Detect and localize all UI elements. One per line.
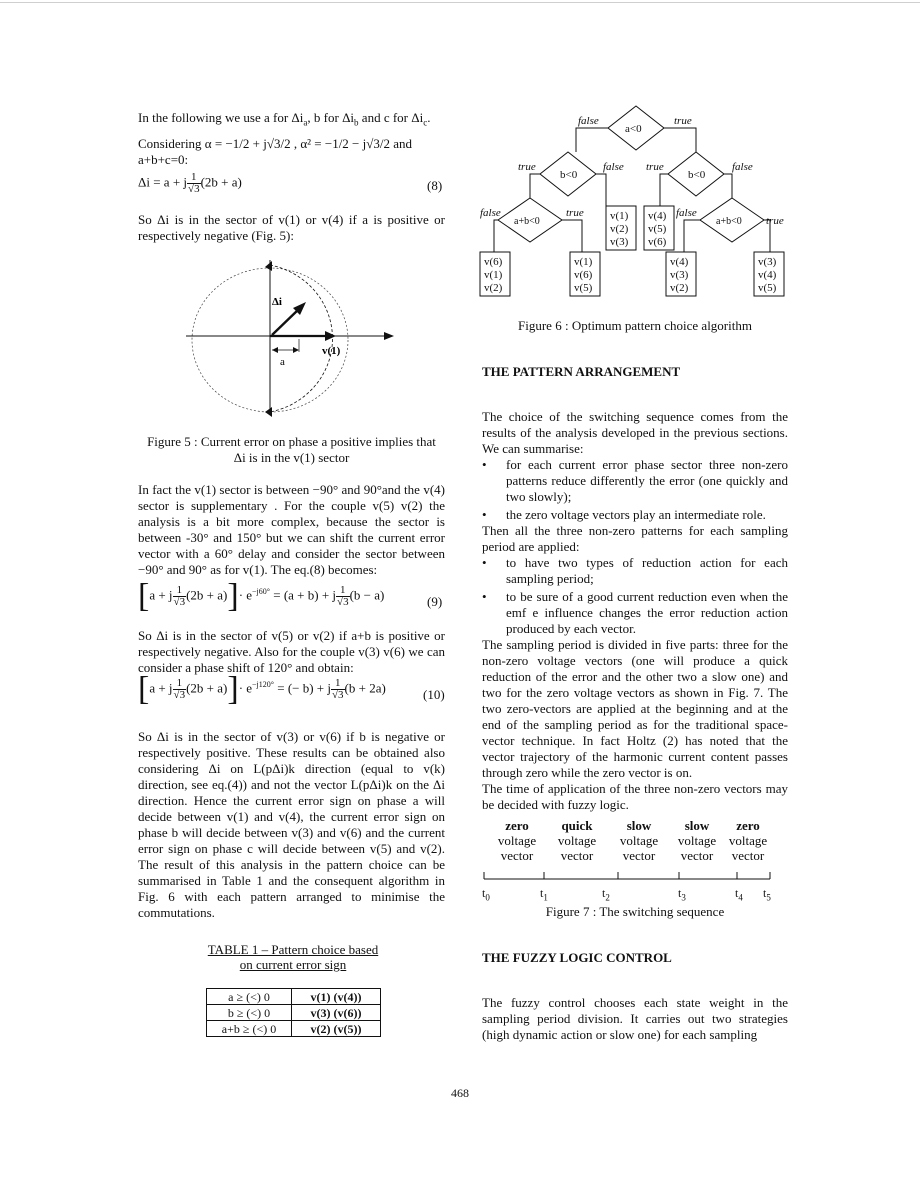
flow-box-c-1: v(1): [610, 210, 629, 222]
tick-t4: $t_4$: [735, 886, 743, 903]
figure-5-caption: Figure 5 : Current error on phase a positive implies that Δi is in the v(1) sector: [147, 434, 436, 465]
flow-box-a-2: v(1): [484, 269, 503, 281]
heading-fuzzy-logic: THE FUZZY LOGIC CONTROL: [482, 950, 672, 965]
fig5-v1-arrowhead: [325, 331, 336, 341]
flow-top-false-line: [576, 128, 608, 152]
flow-mid-right-true-line: [660, 174, 668, 208]
flow-box-b-1: v(1): [574, 256, 593, 268]
seq-zero-1: zero voltage vector: [497, 818, 537, 863]
table-row: [207, 1005, 381, 1021]
considering-line: Considering α = −1/2 + j√3/2 , α² = −1/2 − j√3/2 and: [138, 135, 413, 151]
flow-bottom-left-true: true: [566, 207, 584, 219]
flow-box-f-2: v(4): [758, 269, 777, 281]
flow-bottom-left-false-line: [494, 220, 498, 252]
fig5-label-a: a: [280, 356, 285, 368]
table-1: [206, 988, 381, 1037]
fig5-label-v1: v(1): [322, 345, 341, 357]
equation-9: [a + j $\frac{1}{√3}$ $(2b + a)]\cdot e^{-j60^\circ} = (a + b) + j$ $\frac{1}{√3}$ (b − a): [138, 577, 385, 615]
flow-box-d-2: v(5): [648, 223, 667, 235]
flow-mid-right-false-line: [724, 174, 732, 198]
equation-10: [a + j $\frac{1}{√3}$ $(2b + a)]\cdot e^{-j120^\circ}$ = (− b) + j $\frac{1}{√3}$ (b + 2a): [138, 670, 386, 708]
flow-box-b-2: v(6): [574, 269, 593, 281]
tick-t2: $t_2$: [602, 886, 610, 903]
flow-box-f-1: v(3): [758, 256, 777, 268]
flow-box-d-3: v(6): [648, 236, 667, 248]
page-top-rule: [0, 2, 920, 3]
seq-slow-1: slow voltage vector: [619, 818, 659, 863]
flow-top-true-line: [664, 128, 696, 152]
bullet-2: • the zero voltage vectors play an intermediate role.: [482, 507, 788, 523]
shift-paragraph: So Δi is in the sector of v(5) or v(2) if a+b is positive or respectively negative. Also for the couple v(3) v(6) we can consider a phase shift of 120° and obtain:: [138, 628, 445, 675]
flow-mid-left-false-line: [596, 174, 606, 218]
flow-box-a-3: v(2): [484, 282, 503, 294]
fig5-a-arrow-left: [272, 347, 278, 353]
seq-timeline: [482, 870, 792, 882]
flow-mid-right-true: true: [646, 161, 664, 173]
fig5-di-vector: [272, 308, 300, 335]
table-cell-condition: a ≥ (<) 0: [207, 989, 292, 1005]
table-cell-condition: a+b ≥ (<) 0: [207, 1021, 292, 1037]
fig5-right-arrow: [384, 332, 394, 340]
table-1-title: TABLE 1 – Pattern choice based on current error sign: [207, 942, 379, 972]
figure-5-diagram: [180, 255, 400, 425]
time-paragraph: The time of application of the three non-zero vectors may be decided with fuzzy logic.: [482, 781, 788, 812]
flow-mid-left-label: b<0: [560, 169, 578, 181]
flow-box-f-3: v(5): [758, 282, 777, 294]
flow-bottom-right-false-line: [684, 220, 700, 252]
flow-mid-right-false: false: [732, 161, 753, 173]
flow-bottom-left-label: a+b<0: [514, 216, 540, 227]
fig5-sector-arc: [270, 265, 332, 412]
figure-7-caption: Figure 7 : The switching sequence: [545, 904, 725, 919]
heading-pattern-arrangement: THE PATTERN ARRANGEMENT: [482, 364, 681, 379]
choice-paragraph: The choice of the switching sequence comes from the results of the analysis developed in the previous sections. We can summarise:: [482, 409, 788, 456]
sector-paragraph: So Δi is in the sector of v(1) or v(4) if a is positive or respectively negative (Fig. 5):: [138, 212, 445, 243]
flow-box-c-2: v(2): [610, 223, 629, 235]
tick-t3: $t_3$: [678, 886, 686, 903]
flow-mid-left-true-line: [530, 174, 540, 198]
flow-mid-right-label: b<0: [688, 169, 706, 181]
flow-bottom-right-false: false: [676, 207, 697, 219]
table-cell-result: v(1) (v(4)): [292, 989, 381, 1005]
flow-box-d-1: v(4): [648, 210, 667, 222]
tick-t5: $t_5$: [763, 886, 771, 903]
flow-box-a-1: v(6): [484, 256, 503, 268]
fig5-label-di: Δi: [272, 296, 282, 308]
page-number: 468: [451, 1086, 469, 1100]
table-row: [207, 989, 381, 1005]
tick-t0: $t_0$: [482, 886, 490, 903]
figure-7-sequence: [482, 818, 792, 903]
equation-8: Δi = a + j $\frac{1}{√3}$ (2b + a): [138, 171, 242, 195]
sector-fact-paragraph: In fact the v(1) sector is between −90° and 90°and the v(4) sector is supplementary . For the couple v(5) v(2) the analysis is a bit more complex, because the sector is between -30° and 150° but we can shift the current error vector with a 60° delay and consider the sector between −90° and 90° as for v(1). The eq.(8) becomes:: [138, 482, 445, 577]
results-paragraph: So Δi is in the sector of v(3) or v(6) if b is negative or respectively positive. These results can be obtained also considering Δi on L(pΔi)k direction (equal to v(k) direction, see eq.(4)) and not the vector L(pΔi)k on the Δi direction. Hence the current error sign on phase a will decide between v(1) and v(4), the current error sign on phase b will decide between v(3) and v(6) and the current error sign on phase c will decide between v(5) and v(2). The result of this analysis in the pattern choice can be summarised in Table 1 and the consequent algorithm in Fig. 6 with each pattern arranged to minimise the commutations.: [138, 729, 445, 920]
bullet-1: • for each current error phase sector three non-zero patterns reduce differently the error (one quickly and two slowly);: [482, 457, 788, 505]
tick-t1: $t_1$: [540, 886, 548, 903]
figure-6-flowchart: [478, 100, 796, 300]
flow-box-e-2: v(3): [670, 269, 689, 281]
flow-top-false: false: [578, 115, 599, 127]
flow-bottom-left-false: false: [480, 207, 501, 219]
table-cell-condition: b ≥ (<) 0: [207, 1005, 292, 1021]
fig5-a-arrow-right: [293, 347, 299, 353]
table-cell-result: v(3) (v(6)): [292, 1005, 381, 1021]
flow-box-b-3: v(5): [574, 282, 593, 294]
sum-zero-line: a+b+c=0:: [138, 151, 189, 167]
table-row: [207, 1021, 381, 1037]
flow-bottom-left-true-line: [562, 220, 582, 252]
flow-mid-left-false: false: [603, 161, 624, 173]
flow-box-e-1: v(4): [670, 256, 689, 268]
table-cell-result: v(2) (v(5)): [292, 1021, 381, 1037]
bullet-4: • to be sure of a good current reduction even when the emf e influence changes the error reduction action produced by each vector.: [482, 589, 788, 637]
bullet-3: • to have two types of reduction action for each sampling period;: [482, 555, 788, 587]
seq-slow-2: slow voltage vector: [677, 818, 717, 863]
flow-bottom-right-true: true: [766, 215, 784, 227]
pattern-arrangement-body: [482, 409, 788, 813]
flow-bottom-right-label: a+b<0: [716, 216, 742, 227]
fig5-top-arrow: [265, 261, 272, 271]
figure-6-caption: Figure 6 : Optimum pattern choice algorithm: [518, 318, 752, 333]
fig5-bottom-arrow: [265, 407, 272, 417]
seq-quick: quick voltage vector: [557, 818, 597, 863]
flow-box-e-3: v(2): [670, 282, 689, 294]
seq-zero-2: zero voltage vector: [728, 818, 768, 863]
equation-9-number: (9): [427, 594, 443, 609]
fuzzy-paragraph: The fuzzy control chooses each state weight in the sampling period division. It carries out two strategies (high dynamic action or slow one) for each sampling: [482, 995, 788, 1042]
then-paragraph: Then all the three non-zero patterns for each sampling period are applied:: [482, 523, 788, 554]
flow-top-true: true: [674, 115, 692, 127]
sampling-paragraph: The sampling period is divided in five parts: three for the non-zero voltage vectors (one will produce a quick reduction of the error and the other two a slow one) and two for the zero voltage vectors as shown in Fig. 7. The two zero-vectors are applied at the beginning and at the end of the sampling period as for the traditional space-vector technique. In fact Holtz (2) has noted that the vector trajectory of the harmonic current content passes through zero while the zero vector is on.: [482, 637, 788, 780]
intro-paragraph: In the following we use a for $\Delta i_a$, b for $\Delta i_b$ and c for $\Delta i_c$. Considering α = −1/2 + j√3/2 , α² = −1/2 − j√3/2 and a+b+c=0:: [138, 110, 445, 168]
flow-mid-left-true: true: [518, 161, 536, 173]
equation-8-number: (8): [427, 178, 443, 193]
flow-top-label: a<0: [625, 123, 642, 135]
flow-box-c-3: v(3): [610, 236, 629, 248]
equation-10-number: (10): [423, 687, 445, 702]
